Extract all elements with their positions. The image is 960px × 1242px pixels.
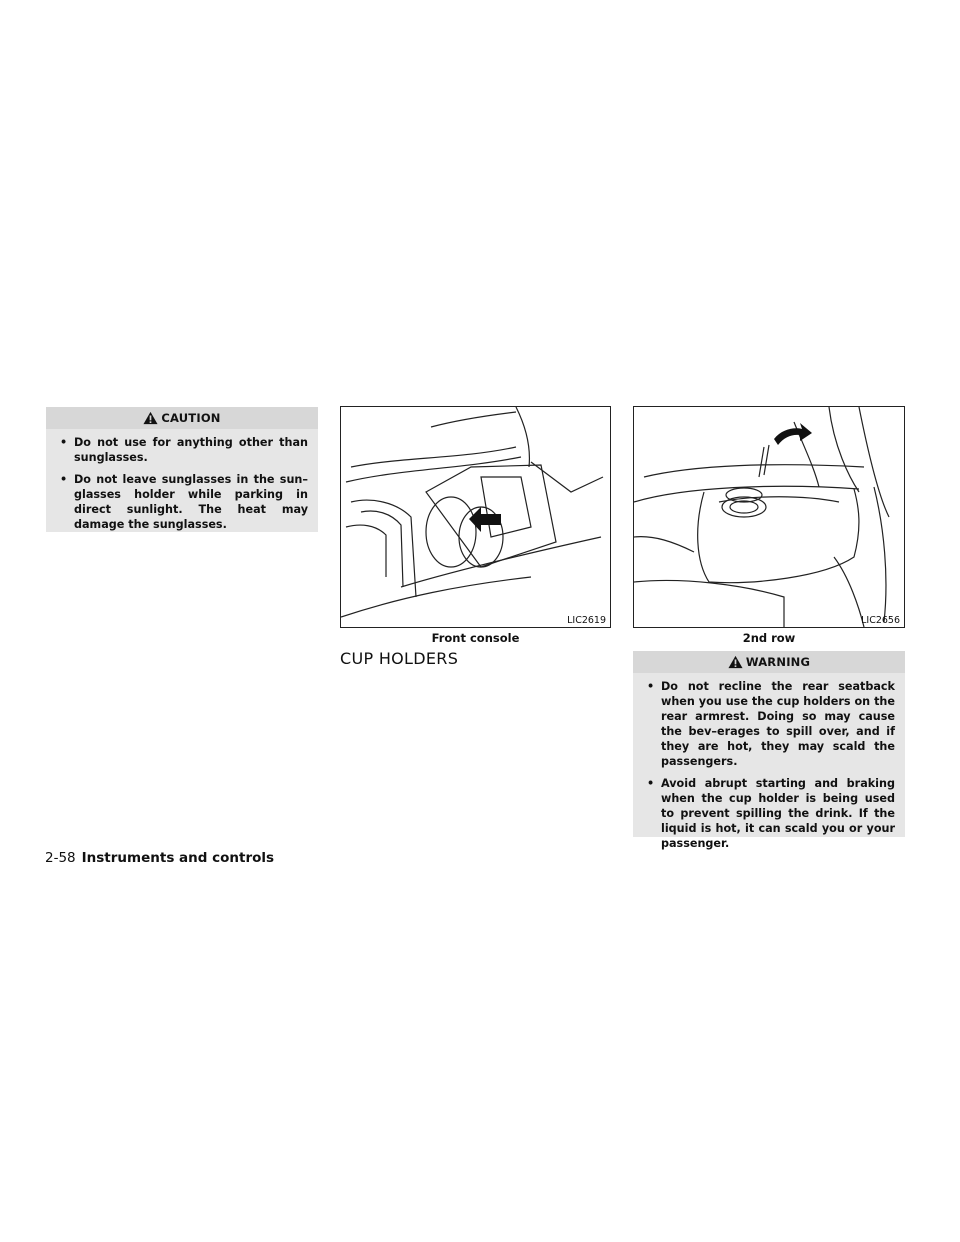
rear-armrest-illustration (634, 407, 904, 627)
caution-header (46, 407, 318, 429)
section-name: Instruments and controls (81, 850, 275, 866)
warning-list (633, 673, 905, 864)
figure-caption: 2nd row (742, 631, 796, 645)
page-footer (45, 850, 274, 866)
caution-list (46, 429, 318, 545)
caution-title: CAUTION (161, 411, 221, 425)
page-number: 2-58 (45, 850, 76, 866)
front-console-illustration (341, 407, 610, 627)
caution-box (46, 407, 318, 532)
figure-code: LIC2656 (861, 615, 900, 626)
caution-item: • Do not leave sunglasses in the sun–glasses holder while parking in direct sunlight. The heat may damage the sunglasses. (60, 472, 308, 532)
figure-2nd-row (633, 406, 905, 628)
figure-code: LIC2619 (567, 615, 606, 626)
warning-triangle-icon (143, 411, 158, 425)
figure-caption: Front console (431, 631, 520, 645)
figure-front-console (340, 406, 611, 628)
warning-triangle-icon (728, 655, 743, 669)
section-title: CUP HOLDERS (340, 649, 459, 668)
caution-item: • Do not use for anything other than sunglasses. (60, 435, 308, 465)
warning-item: • Do not recline the rear seatback when you use the cup holders on the rear armrest. Doing so may cause the bev–erages to spill over, and if they are hot, they may scald the passengers. (647, 679, 895, 769)
warning-header (633, 651, 905, 673)
warning-item: • Avoid abrupt starting and braking when the cup holder is being used to prevent spilling the drink. If the liquid is hot, it can scald you or your passenger. (647, 776, 895, 851)
warning-title: WARNING (745, 655, 811, 669)
warning-box (633, 651, 905, 850)
